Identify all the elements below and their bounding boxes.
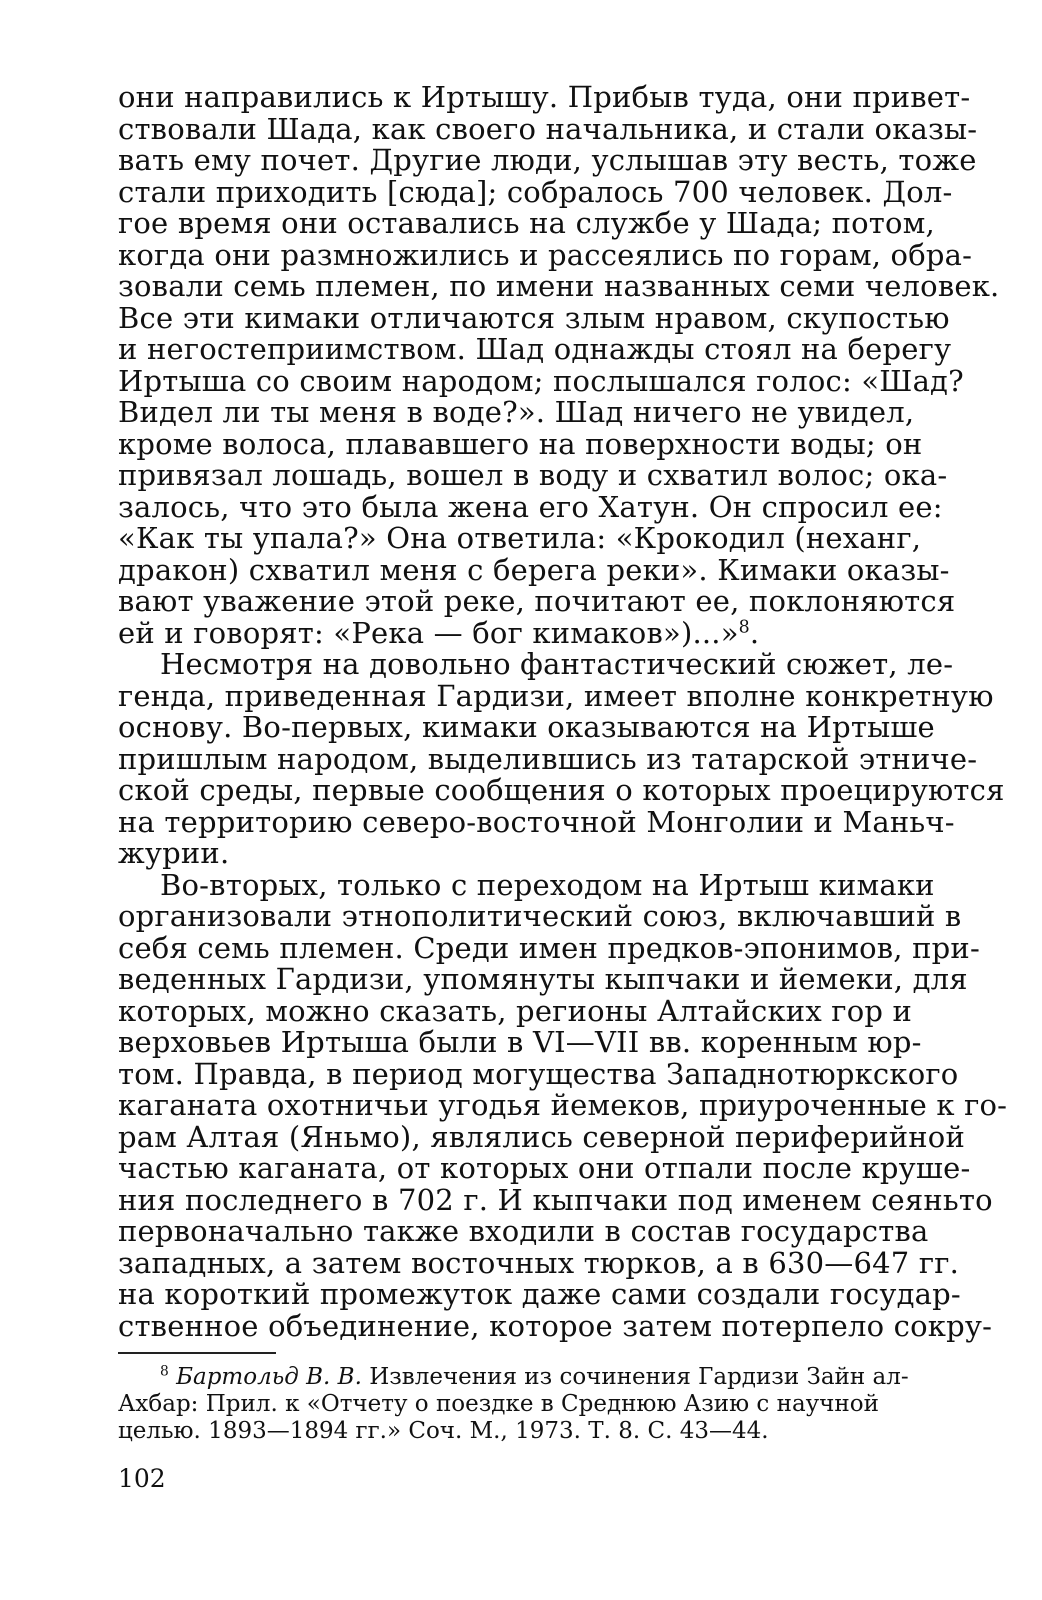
- text-line: Видел ли ты меня в воде?». Шад ничего не увидел,: [118, 395, 915, 429]
- text-line: на территорию северо-восточной Монголии и Маньч-: [118, 804, 955, 839]
- text-line: Иртыша со своим народом; послышался голос: «Шад?: [118, 363, 964, 398]
- text-line: вают уважение этой реке, почитают ее, поклоняются: [118, 584, 956, 618]
- text-line: гое время они оставались на службе у Шада; потом,: [118, 206, 935, 240]
- footnote-line: [160, 1364, 920, 1390]
- text-line: пришлым народом, выделившись из татарской этниче-: [118, 741, 978, 776]
- text-line: основу. Во-первых, кимаки оказываются на Иртыше: [118, 710, 935, 744]
- text-line: верховьев Иртыша были в VI—VII вв. коренным юр-: [118, 1025, 922, 1059]
- text-line-content: ей и говорят: «Река — бог кимаков»)...»: [118, 615, 739, 650]
- footnote-separator: [118, 1352, 276, 1354]
- footnote-line: Ахбар: Прил. к «Отчету о поездке в Среднюю Азию с научной: [118, 1391, 879, 1417]
- text-line: когда они размножились и рассеялись по горам, обра-: [118, 237, 973, 272]
- text-line: себя семь племен. Среди имен предков-эпонимов, при-: [118, 930, 980, 965]
- text-line: том. Правда, в период могущества Западнотюркского: [118, 1056, 959, 1091]
- page-number: 102: [118, 1464, 166, 1493]
- text-line: стали приходить [сюда]; собралось 700 человек. Дол-: [118, 174, 953, 209]
- text-line: западных, а затем восточных тюрков, а в 630—647 гг.: [118, 1245, 960, 1280]
- text-line: которых, можно сказать, регионы Алтайских гор и: [118, 993, 913, 1028]
- text-line: частью каганата, от которых они отпали после круше-: [118, 1151, 971, 1185]
- text-line: дракон) схватил меня с берега реки». Кимаки оказы-: [118, 552, 950, 587]
- text-line: на короткий промежуток даже сами создали государ-: [118, 1277, 961, 1311]
- text-line: генда, приведенная Гардизи, имеет вполне конкретную: [118, 678, 994, 713]
- text-line: зовали семь племен, по имени названных семи человек.: [118, 269, 1000, 303]
- text-line: организовали этнополитический союз, включавший в: [118, 899, 962, 933]
- text-line: кроме волоса, плававшего на поверхности воды; он: [118, 426, 923, 461]
- paragraph-first-line: Во-вторых, только с переходом на Иртыш кимаки: [160, 867, 935, 902]
- text-line: залось, что это была жена его Хатун. Он спросил ее:: [118, 489, 943, 524]
- text-line: ственное объединение, которое затем потерпело сокру-: [118, 1308, 993, 1343]
- footnote-marker: 8: [160, 1363, 169, 1380]
- text-line: «Как ты упала?» Она ответила: «Крокодил (неханг,: [118, 521, 922, 555]
- text-line: ей и говорят: «Река — бог кимаков»)...»$^8$.: [118, 615, 760, 650]
- footnote-line: целью. 1893—1894 гг.» Соч. М., 1973. Т. 8. С. 43—44.: [118, 1418, 769, 1444]
- paragraph-first-line: Несмотря на довольно фантастический сюжет, ле-: [160, 647, 954, 681]
- footnote-text: Извлечения из сочинения Гардизи Зайн ал-: [361, 1364, 909, 1390]
- text-line: ской среды, первые сообщения о которых проецируются: [118, 773, 1005, 807]
- text-line: каганата охотничьи угодья йемеков, приуроченные к го-: [118, 1088, 1008, 1122]
- text-line: веденных Гардизи, упомянуты кыпчаки и йемеки, для: [118, 962, 968, 996]
- text-line: они направились к Иртышу. Прибыв туда, они привет-: [118, 80, 971, 114]
- text-line: привязал лошадь, вошел в воду и схватил волос; ока-: [118, 458, 948, 492]
- text-line: и негостеприимством. Шад однажды стоял на берегу: [118, 332, 952, 366]
- footnote-author: Бартольд В. В.: [176, 1364, 362, 1390]
- text-line: первоначально также входили в состав государства: [118, 1214, 929, 1248]
- text-line: Все эти кимаки отличаются злым нравом, скупостью: [118, 300, 950, 335]
- text-line: ния последнего в 702 г. И кыпчаки под именем сеяньто: [118, 1182, 993, 1217]
- text-line: рам Алтая (Яньмо), являлись северной периферийной: [118, 1119, 965, 1154]
- text-line: ствовали Шада, как своего начальника, и стали оказы-: [118, 111, 978, 146]
- text-line: вать ему почет. Другие люди, услышав эту весть, тоже: [118, 143, 977, 177]
- text-line: журии.: [118, 836, 230, 870]
- footnote-reference: 8: [738, 616, 750, 637]
